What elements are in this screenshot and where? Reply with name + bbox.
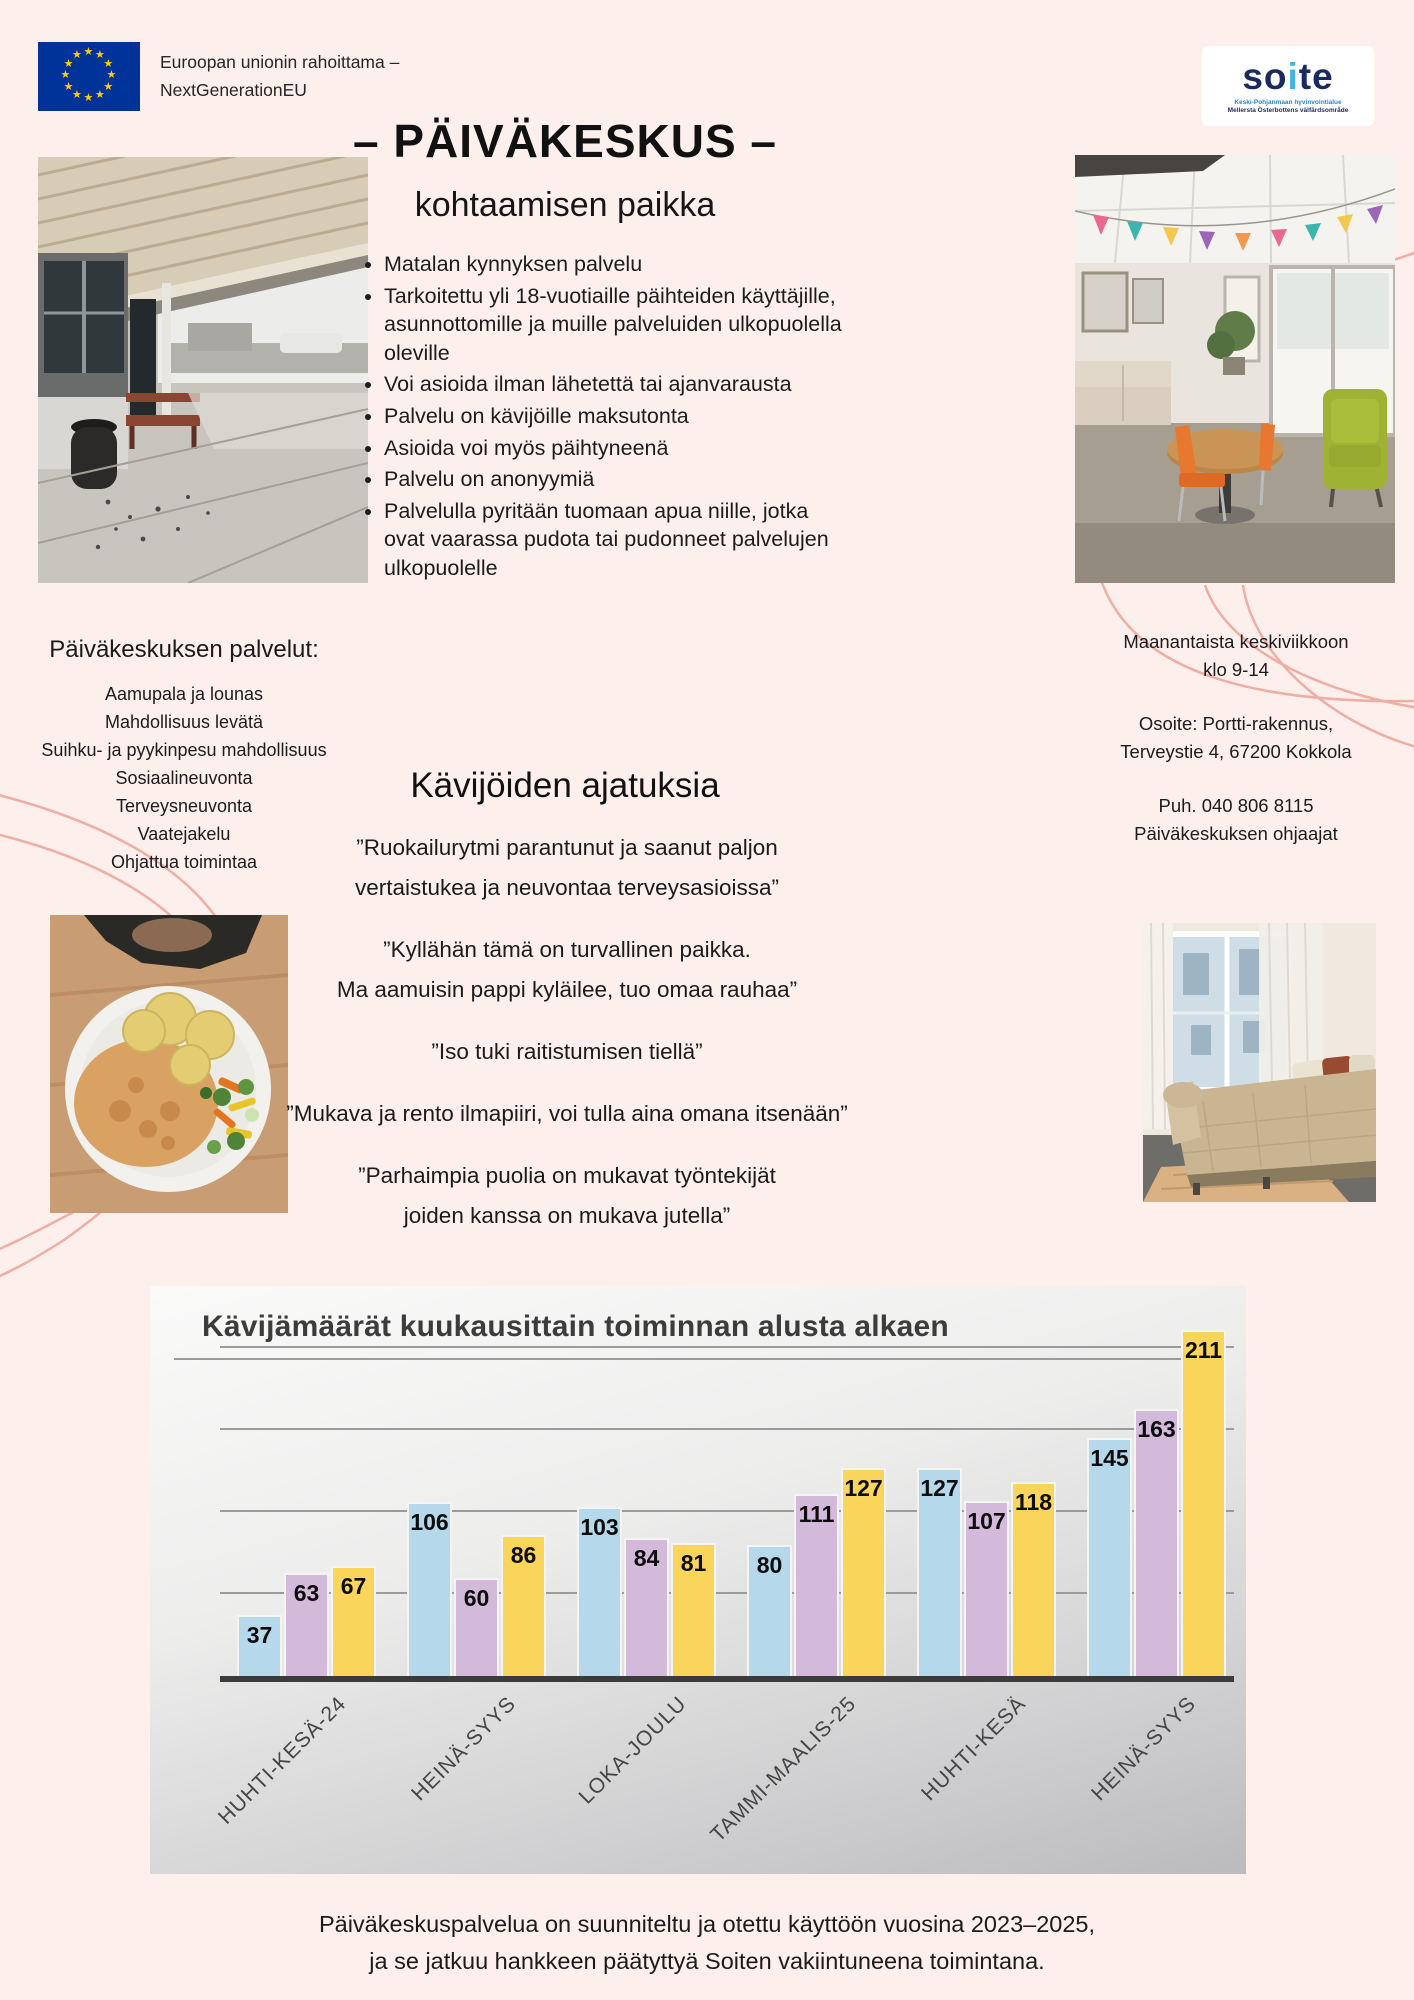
quotes-heading: Kävijöiden ajatuksia [410,766,720,805]
eu-star-icon: ★ [72,88,82,101]
chart-title: Kävijämäärät kuukausittain toiminnan alusta alkaen [202,1310,949,1343]
quote-line: ”Kyllähän tämä on turvallinen paikka. [383,937,751,962]
service-description-bullets [356,250,844,586]
bullet-item: • Palvelulla pyritään tuomaan apua niille, jotka ovat vaarassa pudota tai pudonneet palvelujen ulkopuolelle [384,497,844,583]
service-item: Sosiaalineuvonta [115,768,253,788]
footer-line: Päiväkeskuspalvelua on suunniteltu ja otettu käyttöön vuosina 2023–2025, [318,1911,1096,1937]
bar-6-1 [1087,1438,1132,1676]
bar-2-1 [407,1502,452,1676]
page-subtitle: kohtaamisen paikka [414,186,716,224]
visitor-quote [182,828,952,908]
contact-block [1078,628,1394,874]
visitor-quote [182,1156,952,1236]
eu-star-icon: ★ [83,92,94,104]
bar-6-3 [1181,1330,1226,1676]
eu-star-icon: ★ [83,46,94,58]
service-item: Aamupala ja lounas [104,684,264,704]
eu-star-icon: ★ [95,88,105,101]
service-item: Terveysneuvonta [115,796,253,816]
quotes-list [182,828,952,1258]
bullet-item: • Palvelu on kävijöille maksutonta [384,402,844,431]
contact-group [1078,628,1394,684]
soite-subtitle-fi: Keski-Pohjanmaan hyvinvointialue [1234,99,1342,106]
bar-value-label: 145 [1090,1445,1129,1472]
bar-value-label: 63 [293,1579,320,1606]
x-axis-label: HUHTI-KESÄ [917,1692,1031,1806]
quote-line: ”Iso tuki raitistumisen tiellä” [431,1039,703,1064]
bullet-item: • Voi asioida ilman lähetettä tai ajanvarausta [384,370,844,399]
eu-star-icon: ★ [103,80,114,93]
quote-line: ”Ruokailurytmi parantunut ja saanut paljon [356,835,778,860]
eu-star-icon: ★ [106,69,117,81]
contact-group [1078,710,1394,766]
contact-line: Päiväkeskuksen ohjaajat [1134,823,1338,844]
bar-value-label: 127 [920,1474,959,1501]
eu-star-icon: ★ [103,57,114,70]
contact-line: Osoite: Portti-rakennus, [1138,713,1334,734]
chart-gridline [220,1346,1234,1348]
contact-line: Maanantaista keskiviikkoon [1123,631,1349,652]
bar-value-label: 81 [680,1550,707,1577]
soite-logo [1202,46,1374,126]
service-item: Suihku- ja pyykinpesu mahdollisuus [41,740,327,760]
quote-line: vertaistukea ja neuvontaa terveysasioissa” [355,875,779,900]
bar-value-label: 111 [798,1500,835,1527]
bullet-list [356,250,844,583]
page-title: – PÄIVÄKESKUS – [352,115,777,167]
footer-line: ja se jatkuu hankkeen päätyttyä Soiten vakiintuneena toimintana. [369,1948,1045,1974]
bar-value-label: 127 [844,1474,883,1501]
contact-line: Terveystie 4, 67200 Kokkola [1120,741,1352,762]
visitor-quote [182,1032,952,1072]
bar-1-2 [284,1573,329,1676]
eu-star-icon: ★ [95,49,105,62]
service-item: Mahdollisuus levätä [104,712,264,732]
x-axis-label: LOKA-JOULU [574,1692,691,1809]
eu-funding-line1: Euroopan unionin rahoittama – [160,52,400,73]
visitors-chart [150,1286,1246,1874]
photo-rest-room-bed [1143,923,1376,1202]
eu-star-icon: ★ [63,80,74,93]
bar-value-label: 107 [967,1507,1006,1534]
bar-5-3 [1011,1482,1056,1676]
bar-4-3 [841,1468,886,1676]
bar-2-2 [454,1578,499,1676]
bar-value-label: 80 [756,1551,783,1578]
services-heading: Päiväkeskuksen palvelut: [49,636,319,663]
contact-group [1078,792,1394,848]
bar-6-2 [1134,1409,1179,1676]
footer-text [100,1906,1314,1980]
eu-star-icon: ★ [60,69,71,81]
bar-value-label: 67 [340,1573,367,1600]
bar-3-3 [671,1543,716,1676]
bar-4-1 [747,1545,792,1676]
bar-4-2 [794,1494,839,1676]
chart-x-axis [220,1676,1234,1682]
visitor-quote [182,1094,952,1134]
bar-value-label: 163 [1137,1415,1176,1442]
x-axis-label: HEINÄ-SYYS [407,1692,521,1806]
bar-value-label: 60 [463,1584,490,1611]
bar-value-label: 106 [410,1509,449,1536]
eu-flag-logo [38,42,140,111]
quote-line: Ma aamuisin pappi kyläilee, tuo omaa rauhaa” [336,977,798,1002]
bar-2-3 [501,1535,546,1676]
bar-1-3 [331,1566,376,1676]
bar-5-1 [917,1468,962,1676]
eu-star-icon: ★ [72,49,82,62]
bullet-item: • Tarkoitettu yli 18-vuotiaille päihteiden käyttäjille, asunnottomille ja muille palveluiden ulkopuolella oleville [384,282,844,368]
visitor-quote [182,930,952,1010]
chart-title-underline [174,1310,1220,1360]
soite-subtitle-sv: Mellersta Österbottens välfärdsområde [1227,107,1349,114]
soite-wordmark: soite [1242,56,1334,97]
bar-3-1 [577,1507,622,1676]
bar-value-label: 37 [246,1622,273,1649]
eu-funding-text [160,49,399,103]
chart-gridline [220,1428,1234,1430]
bar-value-label: 211 [1184,1336,1223,1363]
quote-line: joiden kanssa on mukava jutella” [403,1203,731,1228]
x-axis-label: HUHTI-KESÄ-24 [213,1692,351,1829]
bar-1-1 [237,1615,282,1676]
quote-line: ”Parhaimpia puolia on mukavat työntekijät [358,1163,776,1188]
eu-star-icon: ★ [63,57,74,70]
bar-value-label: 103 [580,1514,619,1541]
bar-value-label: 84 [633,1545,660,1572]
bar-3-2 [624,1538,669,1676]
bar-5-2 [964,1501,1009,1676]
bar-value-label: 118 [1014,1489,1053,1516]
service-item: Ohjattua toimintaa [110,852,258,872]
photo-dayroom-interior [1075,155,1395,583]
bullet-item: • Matalan kynnyksen palvelu [384,250,844,279]
service-item: Vaatejakelu [137,824,231,844]
contact-line: Puh. 040 806 8115 [1158,795,1314,816]
contact-line: klo 9-14 [1203,659,1269,680]
bar-value-label: 86 [510,1541,537,1568]
chart-gridline [220,1510,1234,1512]
x-axis-label: TAMMI-MAALIS-25 [706,1692,861,1847]
chart-plot [150,1286,1246,1874]
x-axis-label: HEINÄ-SYYS [1087,1692,1201,1806]
eu-funding-block [38,42,399,111]
quote-line: ”Mukava ja rento ilmapiiri, voi tulla aina omana itsenään” [286,1101,848,1126]
eu-funding-line2: NextGenerationEU [160,79,307,100]
bullet-item: • Palvelu on anonyymiä [384,465,844,494]
bullet-item: • Asioida voi myös päihtyneenä [384,434,844,463]
